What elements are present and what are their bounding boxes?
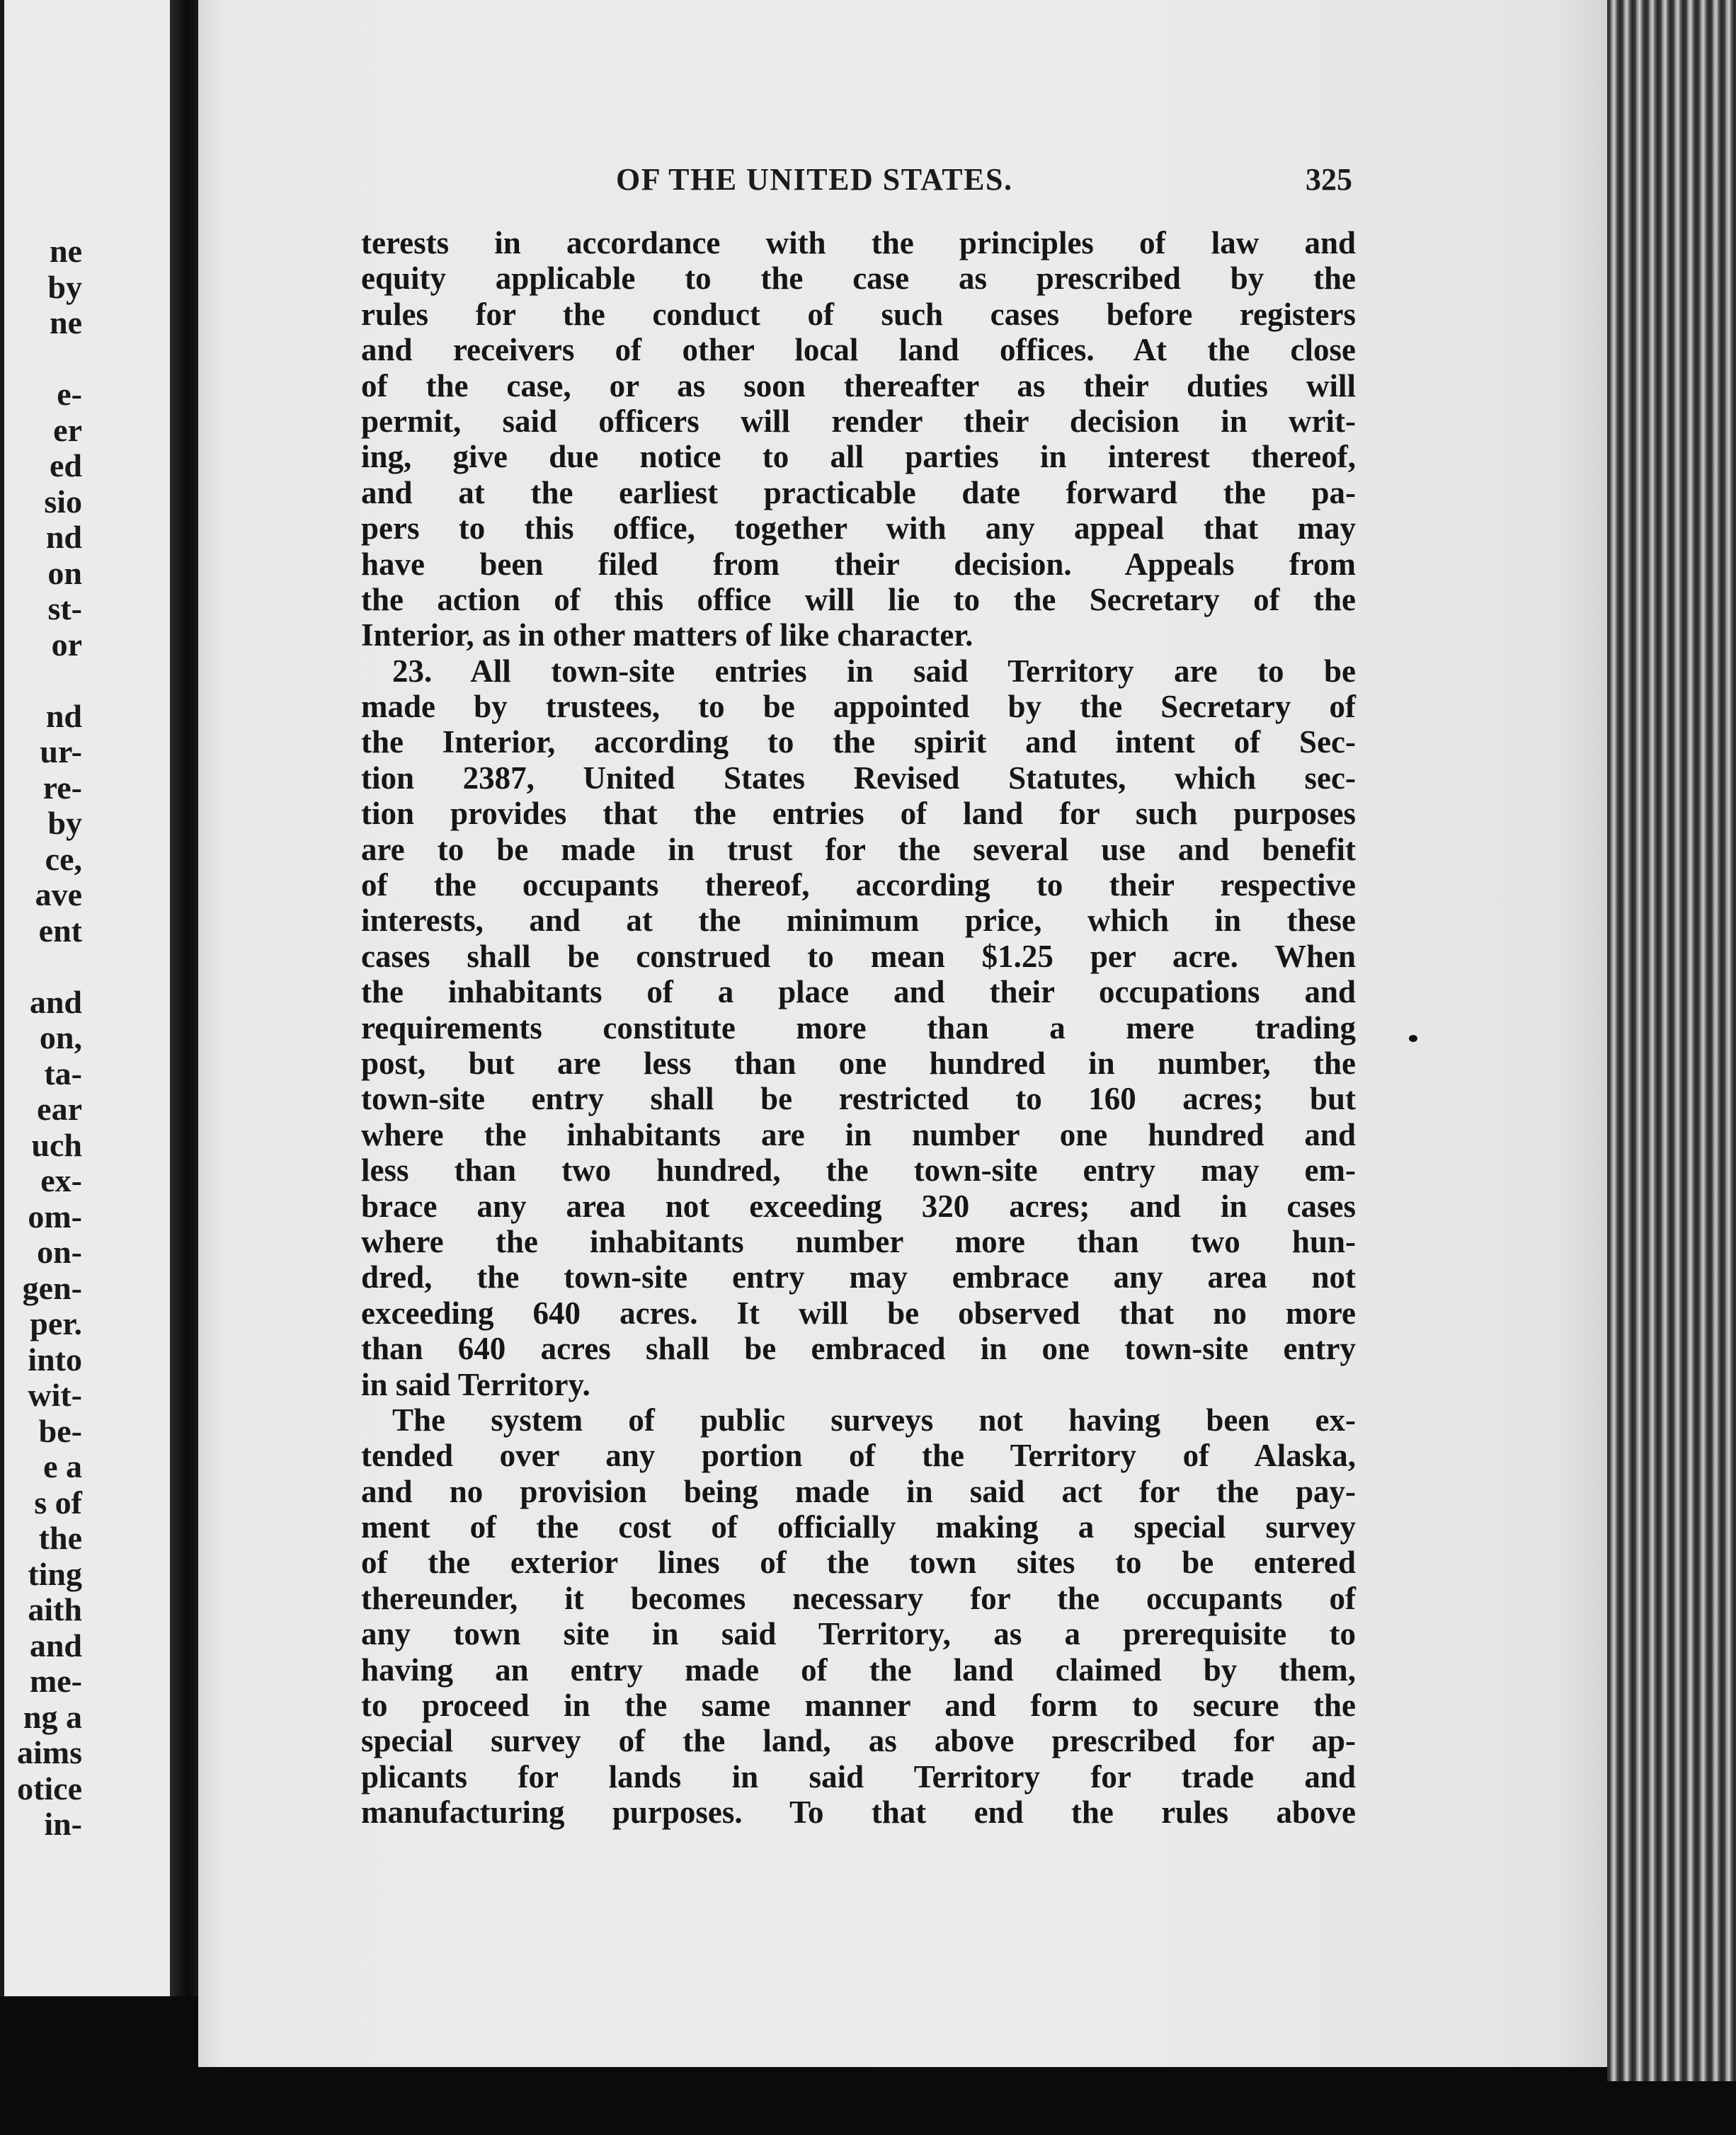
left-page-fragment: me- (29, 1663, 82, 1699)
text-line: plicants for lands in said Territory for trade and (361, 1758, 1356, 1795)
left-page-fragment: nd (45, 519, 82, 555)
left-page-gap (0, 949, 170, 985)
print-speck (1409, 1035, 1417, 1042)
text-line: special survey of the land, as above prescribed for ap- (361, 1723, 1356, 1759)
text-line: of the exterior lines of the town sites to be entered (361, 1545, 1356, 1581)
text-line: of the case, or as soon thereafter as their duties will (361, 367, 1356, 403)
text-line: terests in accordance with the principles of law and (361, 225, 1356, 261)
left-page-fragment: ur- (40, 733, 82, 769)
left-page-fragment: wit- (28, 1377, 82, 1413)
left-page-fragment: otice (17, 1770, 82, 1807)
left-page-fragment: ex- (40, 1162, 82, 1198)
text-line: any town site in said Territory, as a prerequisite to (361, 1616, 1356, 1652)
left-page-fragment: or (51, 626, 82, 663)
text-line: 23. All town-site entries in said Territory are to be (392, 653, 1356, 689)
left-page-gap (0, 341, 170, 377)
text-line: interests, and at the minimum price, which in these (361, 903, 1356, 939)
text-line: to proceed in the same manner and form to secure the (361, 1688, 1356, 1724)
text-line: made by trustees, to be appointed by the Secretary of (361, 689, 1356, 725)
running-head-title: OF THE UNITED STATES. (616, 162, 1013, 197)
left-page-fragment: on (47, 554, 82, 591)
left-page-fragment: the (38, 1520, 82, 1556)
left-page-fragment: st- (47, 590, 82, 626)
paragraph (361, 1402, 1356, 1831)
page-stack-edges (1607, 0, 1736, 2081)
left-page-fragment: into (28, 1341, 82, 1378)
text-line: where the inhabitants number more than two hun- (361, 1223, 1356, 1259)
left-page-fragment: ed (50, 447, 82, 483)
text-line: the inhabitants of a place and their occupations and (361, 974, 1356, 1010)
text-line: town-site entry shall be restricted to 160 acres; but (361, 1081, 1356, 1117)
left-page-fragment: s of (34, 1484, 82, 1521)
left-page-fragment: ave (35, 876, 82, 912)
text-line: manufacturing purposes. To that end the rules above (361, 1795, 1356, 1831)
left-page-fragment: in- (44, 1806, 82, 1842)
left-page-gap (0, 663, 170, 699)
text-line: Interior, as in other matters of like character. (361, 617, 973, 653)
left-page-fragment: ng a (23, 1698, 82, 1735)
left-page-fragment: by (47, 268, 82, 305)
text-line: cases shall be construed to mean $1.25 per acre. When (361, 938, 1356, 974)
left-page-fragment: sio (44, 483, 82, 520)
left-page-fragment: be- (38, 1412, 82, 1449)
left-page-text-fragments (0, 234, 170, 1843)
left-page-fragment: nd (45, 697, 82, 734)
left-page-fragment: gen- (22, 1269, 82, 1306)
left-page-fragment: and (29, 1627, 82, 1664)
left-page-fragment: aims (17, 1734, 82, 1770)
text-line: than 640 acres shall be embraced in one town-site entry (361, 1331, 1356, 1367)
text-line: and receivers of other local land offices. At the close (361, 332, 1356, 368)
text-line: the action of this office will lie to the Secretary of the (361, 581, 1356, 617)
left-page-fragment: and (29, 983, 82, 1020)
text-line: of the occupants thereof, according to their respective (361, 867, 1356, 903)
text-line: tion 2387, United States Revised Statutes, which sec- (361, 760, 1356, 796)
left-page-fragment: ne (50, 233, 82, 269)
left-page-fragment: on- (37, 1234, 82, 1270)
left-page-fragment: uch (31, 1126, 82, 1163)
text-line: having an entry made of the land claimed by them, (361, 1652, 1356, 1688)
left-page-fragment: om- (28, 1198, 82, 1235)
left-page-fragment: on, (39, 1019, 82, 1055)
running-head (616, 161, 1352, 204)
text-line: where the inhabitants are in number one hundred and (361, 1116, 1356, 1152)
text-line: requirements constitute more than a mere trading (361, 1009, 1356, 1046)
text-line: and at the earliest practicable date forward the pa- (361, 474, 1356, 510)
left-page-fragment: per. (30, 1305, 82, 1341)
left-page-fragment: ne (50, 304, 82, 340)
text-line: post, but are less than one hundred in number, the (361, 1045, 1356, 1081)
text-line: ment of the cost of officially making a special survey (361, 1509, 1356, 1545)
left-page-fragment: re- (42, 769, 82, 806)
text-line: have been filed from their decision. Appeals from (361, 546, 1356, 582)
left-page-fragment: er (53, 411, 82, 448)
page-number: 325 (1306, 162, 1352, 197)
body-text (361, 225, 1356, 1831)
text-line: are to be made in trust for the several use and benefit (361, 831, 1356, 867)
left-page-fragment: e- (57, 376, 82, 412)
paragraph (361, 225, 1356, 653)
left-page-fragment: ear (37, 1091, 82, 1127)
left-page-fragment: ting (28, 1555, 82, 1592)
text-line: the Interior, according to the spirit and intent of Sec- (361, 724, 1356, 760)
text-line: dred, the town-site entry may embrace any area not (361, 1259, 1356, 1295)
left-facing-page (0, 0, 170, 1996)
text-line: in said Territory. (361, 1366, 590, 1402)
text-line: The system of public surveys not having been ex- (392, 1402, 1356, 1438)
text-line: equity applicable to the case as prescribed by the (361, 261, 1356, 297)
text-line: brace any area not exceeding 320 acres; and in cases (361, 1188, 1356, 1224)
text-line: tion provides that the entries of land for such purposes (361, 796, 1356, 832)
text-line: and no provision being made in said act for the pay- (361, 1473, 1356, 1509)
left-page-fragment: e a (43, 1448, 82, 1484)
text-line: ing, give due notice to all parties in interest thereof, (361, 439, 1356, 475)
paragraph (361, 653, 1356, 1402)
text-line: thereunder, it becomes necessary for the occupants of (361, 1580, 1356, 1616)
left-page-fragment: ent (38, 912, 82, 949)
text-line: pers to this office, together with any appeal that may (361, 510, 1356, 546)
left-page-fragment: ce, (45, 840, 82, 877)
text-line: tended over any portion of the Territory of Alaska, (361, 1438, 1356, 1474)
left-page-fragment: ta- (44, 1055, 82, 1092)
book-gutter (170, 0, 198, 1996)
text-line: permit, said officers will render their decision in writ- (361, 403, 1356, 439)
text-line: exceeding 640 acres. It will be observed that no more (361, 1295, 1356, 1331)
text-line: rules for the conduct of such cases before registers (361, 296, 1356, 332)
left-page-fragment: aith (28, 1591, 82, 1627)
text-line: less than two hundred, the town-site entry may em- (361, 1152, 1356, 1189)
left-page-fragment: by (47, 805, 82, 841)
